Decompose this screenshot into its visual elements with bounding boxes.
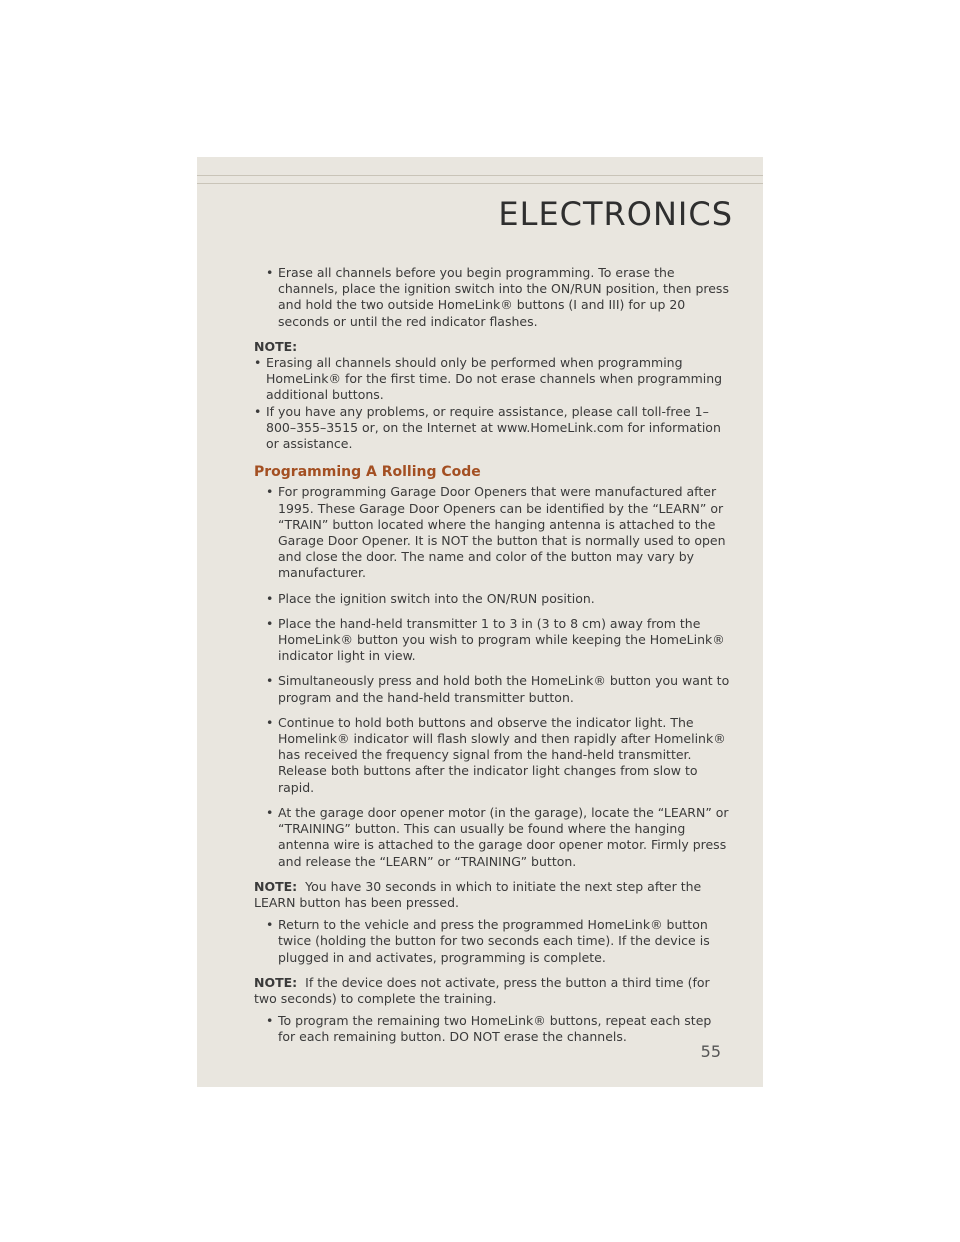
rolling-code-step: • Continue to hold both buttons and observe the indicator light. The Homelink® indicator will flash slowly and then rapidly after Homelink® has received the frequency signal from the hand-held transmitter. Release both buttons after the indicator light changes from slow to rapid. [254, 715, 732, 796]
intro-bullet: • Erase all channels before you begin programming. To erase the channels, place the ignition switch into the ON/RUN position, then press and hold the two outside HomeLink® buttons (I and III) for up 20 seconds or until the red indicator flashes. [254, 265, 732, 330]
rolling-code-step: • For programming Garage Door Openers that were manufactured after 1995. These Garage Door Openers can be identified by the “LEARN” or “TRAIN” button located where the hanging antenna is attached to the Garage Door Opener. It is NOT the button that is normally used to open and close the door. The name and color of the button may vary by manufacturer. [254, 484, 732, 581]
rolling-code-heading: Programming A Rolling Code [254, 464, 481, 481]
note-label: NOTE: [254, 338, 298, 354]
note-third-time [254, 975, 732, 1007]
note-item: • Erasing all channels should only be performed when programming HomeLink® for the first time. Do not erase channels when programming additional buttons. [254, 355, 732, 404]
note-label: NOTE: [254, 974, 298, 990]
rolling-code-step: • Place the hand-held transmitter 1 to 3 in (3 to 8 cm) away from the HomeLink® button you wish to program while keeping the HomeLink® indicator light in view. [254, 616, 732, 665]
note-text: You have 30 seconds in which to initiate the next step after the LEARN button has been pressed. [254, 878, 702, 910]
note-label: NOTE: [254, 878, 298, 894]
note-item: • If you have any problems, or require assistance, please call toll-free 1–800–355–3515 or, on the Internet at www.HomeLink.com for information or assistance. [254, 404, 732, 453]
rolling-code-step: • Simultaneously press and hold both the HomeLink® button you want to program and the hand-held transmitter button. [254, 673, 732, 705]
note-erase [254, 339, 732, 452]
rolling-code-step: • Place the ignition switch into the ON/RUN position. [254, 591, 732, 607]
page-number: 55 [700, 1042, 721, 1061]
header-rule-bottom [197, 183, 763, 184]
note-text: If the device does not activate, press the button a third time (for two seconds) to complete the training. [254, 974, 710, 1006]
note-thirty-seconds [254, 879, 732, 911]
section-title: ELECTRONICS [498, 195, 733, 233]
final-bullet: • To program the remaining two HomeLink® buttons, repeat each step for each remaining button. DO NOT erase the channels. [254, 1013, 732, 1045]
page-content [254, 265, 732, 1046]
manual-page [197, 157, 763, 1087]
header-rule-top [197, 175, 763, 176]
rolling-code-step: • At the garage door opener motor (in the garage), locate the “LEARN” or “TRAINING” button. This can usually be found where the hanging antenna wire is attached to the garage door opener motor. Firmly press and release the “LEARN” or “TRAINING” button. [254, 805, 732, 870]
return-bullet: • Return to the vehicle and press the programmed HomeLink® button twice (holding the button for two seconds each time). If the device is plugged in and activates, programming is complete. [254, 917, 732, 966]
